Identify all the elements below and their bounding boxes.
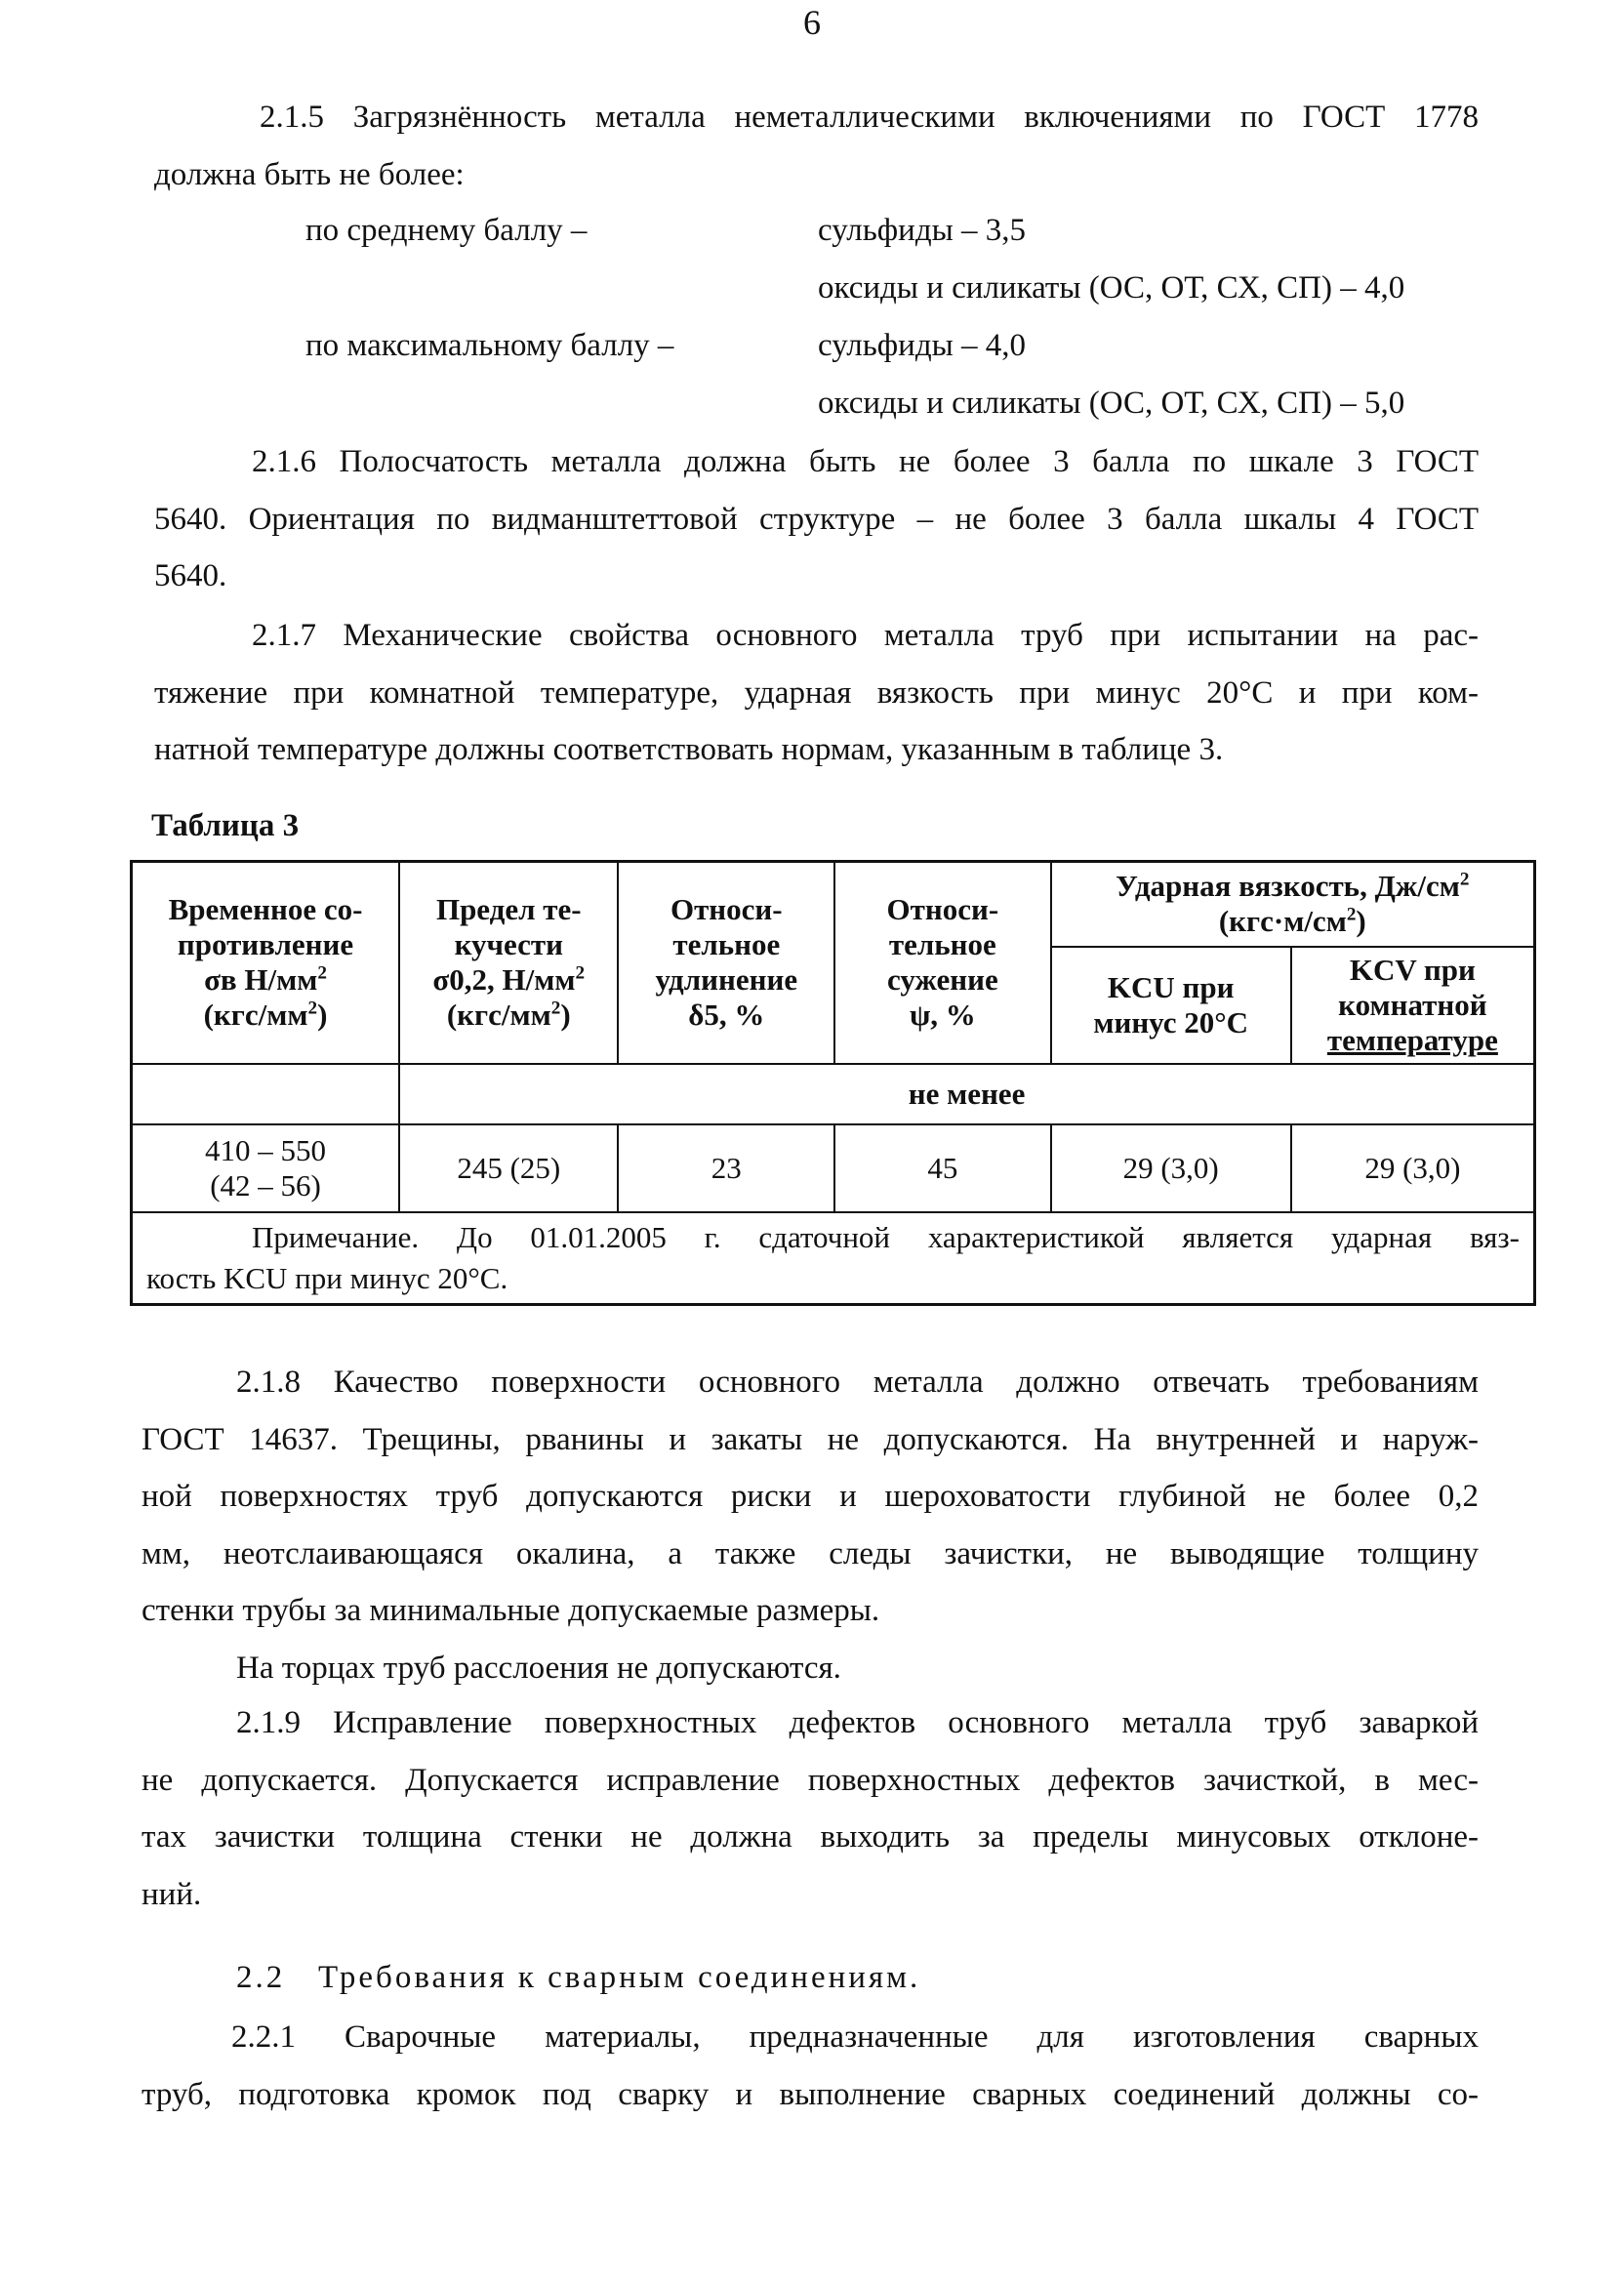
paragraph-2-2-1 [142,2009,1479,2123]
section-heading-2-2: 2.2 Требования к сварным соединениям. [236,1960,921,1995]
not-less-label: не менее [399,1064,1534,1124]
text-line: 2.1.5 Загрязнённость металла неметаллическими включениями по ГОСТ 1778 [260,100,1479,135]
text-line: должна быть не более: [154,156,465,192]
table-row [132,1124,1535,1212]
cell-tensile: 410 – 550 (42 – 56) [132,1124,400,1212]
text-line: натной температуре должны соответствовать нормам, указанным в таблице 3. [154,732,1224,767]
max-sulfides: сульфиды – 4,0 [818,328,1027,363]
header-reduction-of-area: Относи- тельное сужение ψ, % [834,862,1050,1064]
text-line: труб, подготовка кромок под сварку и выполнение сварных соединений должны со- [142,2076,1479,2112]
text-line: ГОСТ 14637. Трещины, рванины и закаты не допускаются. На внутренней и наруж- [142,1421,1479,1457]
text-line: 2.1.9 Исправление поверхностных дефектов основного металла труб заваркой [236,1705,1479,1740]
page-number: 6 [803,3,821,42]
table-3 [130,860,1536,1306]
paragraph-2-1-9 [142,1694,1479,1923]
paragraph-2-1-6 [154,433,1479,605]
text-line: тяжение при комнатной температуре, ударная вязкость при минус 20°С и при ком- [154,674,1479,711]
cell-kcv: 29 (3,0) [1291,1124,1535,1212]
paragraph-2-1-8 [142,1354,1479,1696]
text-line: стенки трубы за минимальные допускаемые размеры. [142,1593,880,1628]
cell-reduction: 45 [834,1124,1050,1212]
text-line: ной поверхностях труб допускаются риски и шероховатости глубиной не более 0,2 [142,1479,1479,1514]
text-line: 2.1.8 Качество поверхности основного металла должно отвечать требованиям [236,1365,1479,1400]
header-kcv: KCV при комнатной температуре [1291,947,1535,1064]
avg-score-label: по среднему баллу – [305,213,588,248]
text-line: 5640. [154,558,227,593]
header-yield-strength: Предел те- кучести σ0,2, $Н/мм^2$ $(кгс/мм^2)$ [399,862,618,1064]
max-score-label: по максимальному баллу – [305,328,674,363]
avg-oxides: оксиды и силикаты (ОС, ОТ, СХ, СП) – 4,0 [818,270,1405,306]
table-caption: Таблица 3 [151,808,300,843]
cell-elongation: 23 [618,1124,834,1212]
avg-sulfides: сульфиды – 3,5 [818,213,1027,248]
text-line: мм, неотслаивающаяся окалина, а также следы зачистки, не выводящие толщину [142,1535,1479,1571]
text-line: 2.1.7 Механические свойства основного металла труб при испытании на рас- [252,618,1479,653]
paragraph-2-1-5 [154,89,1479,203]
empty-cell [132,1064,400,1124]
paragraph-2-1-7 [154,607,1479,779]
table-note: Примечание. До 01.01.2005 г. сдаточной характеристикой является ударная вяз- кость KCU при минус 20°С. [132,1212,1535,1305]
max-oxides: оксиды и силикаты (ОС, ОТ, СХ, СП) – 5,0 [818,386,1405,421]
text-line: ний. [142,1876,202,1912]
text-line: не допускается. Допускается исправление поверхностных дефектов зачисткой, в мес- [142,1762,1479,1798]
text-line: На торцах труб расслоения не допускаются. [236,1650,841,1686]
text-line: 5640. Ориентация по видманштеттовой структуре – не более 3 балла шкалы 4 ГОСТ [154,501,1479,537]
text-line: 2.2.1 Сварочные материалы, предназначенные для изготовления сварных [231,2019,1479,2055]
header-impact-strength: Ударная вязкость, $Дж/см^2$ $(кгс\cdot м/см^2)$ [1051,862,1535,947]
header-kcu: KCU при минус 20°С [1051,947,1291,1064]
text-line: тах зачистки толщина стенки не должна выходить за пределы минусовых отклоне- [142,1819,1479,1855]
text-line: 2.1.6 Полосчатость металла должна быть не более 3 балла по шкале 3 ГОСТ [252,444,1479,479]
header-tensile-strength: Временное со- противление σв $Н/мм^2$ $(кгс/мм^2)$ [132,862,400,1064]
cell-kcu: 29 (3,0) [1051,1124,1291,1212]
header-elongation: Относи- тельное удлинение δ5, % [618,862,834,1064]
cell-yield: 245 (25) [399,1124,618,1212]
